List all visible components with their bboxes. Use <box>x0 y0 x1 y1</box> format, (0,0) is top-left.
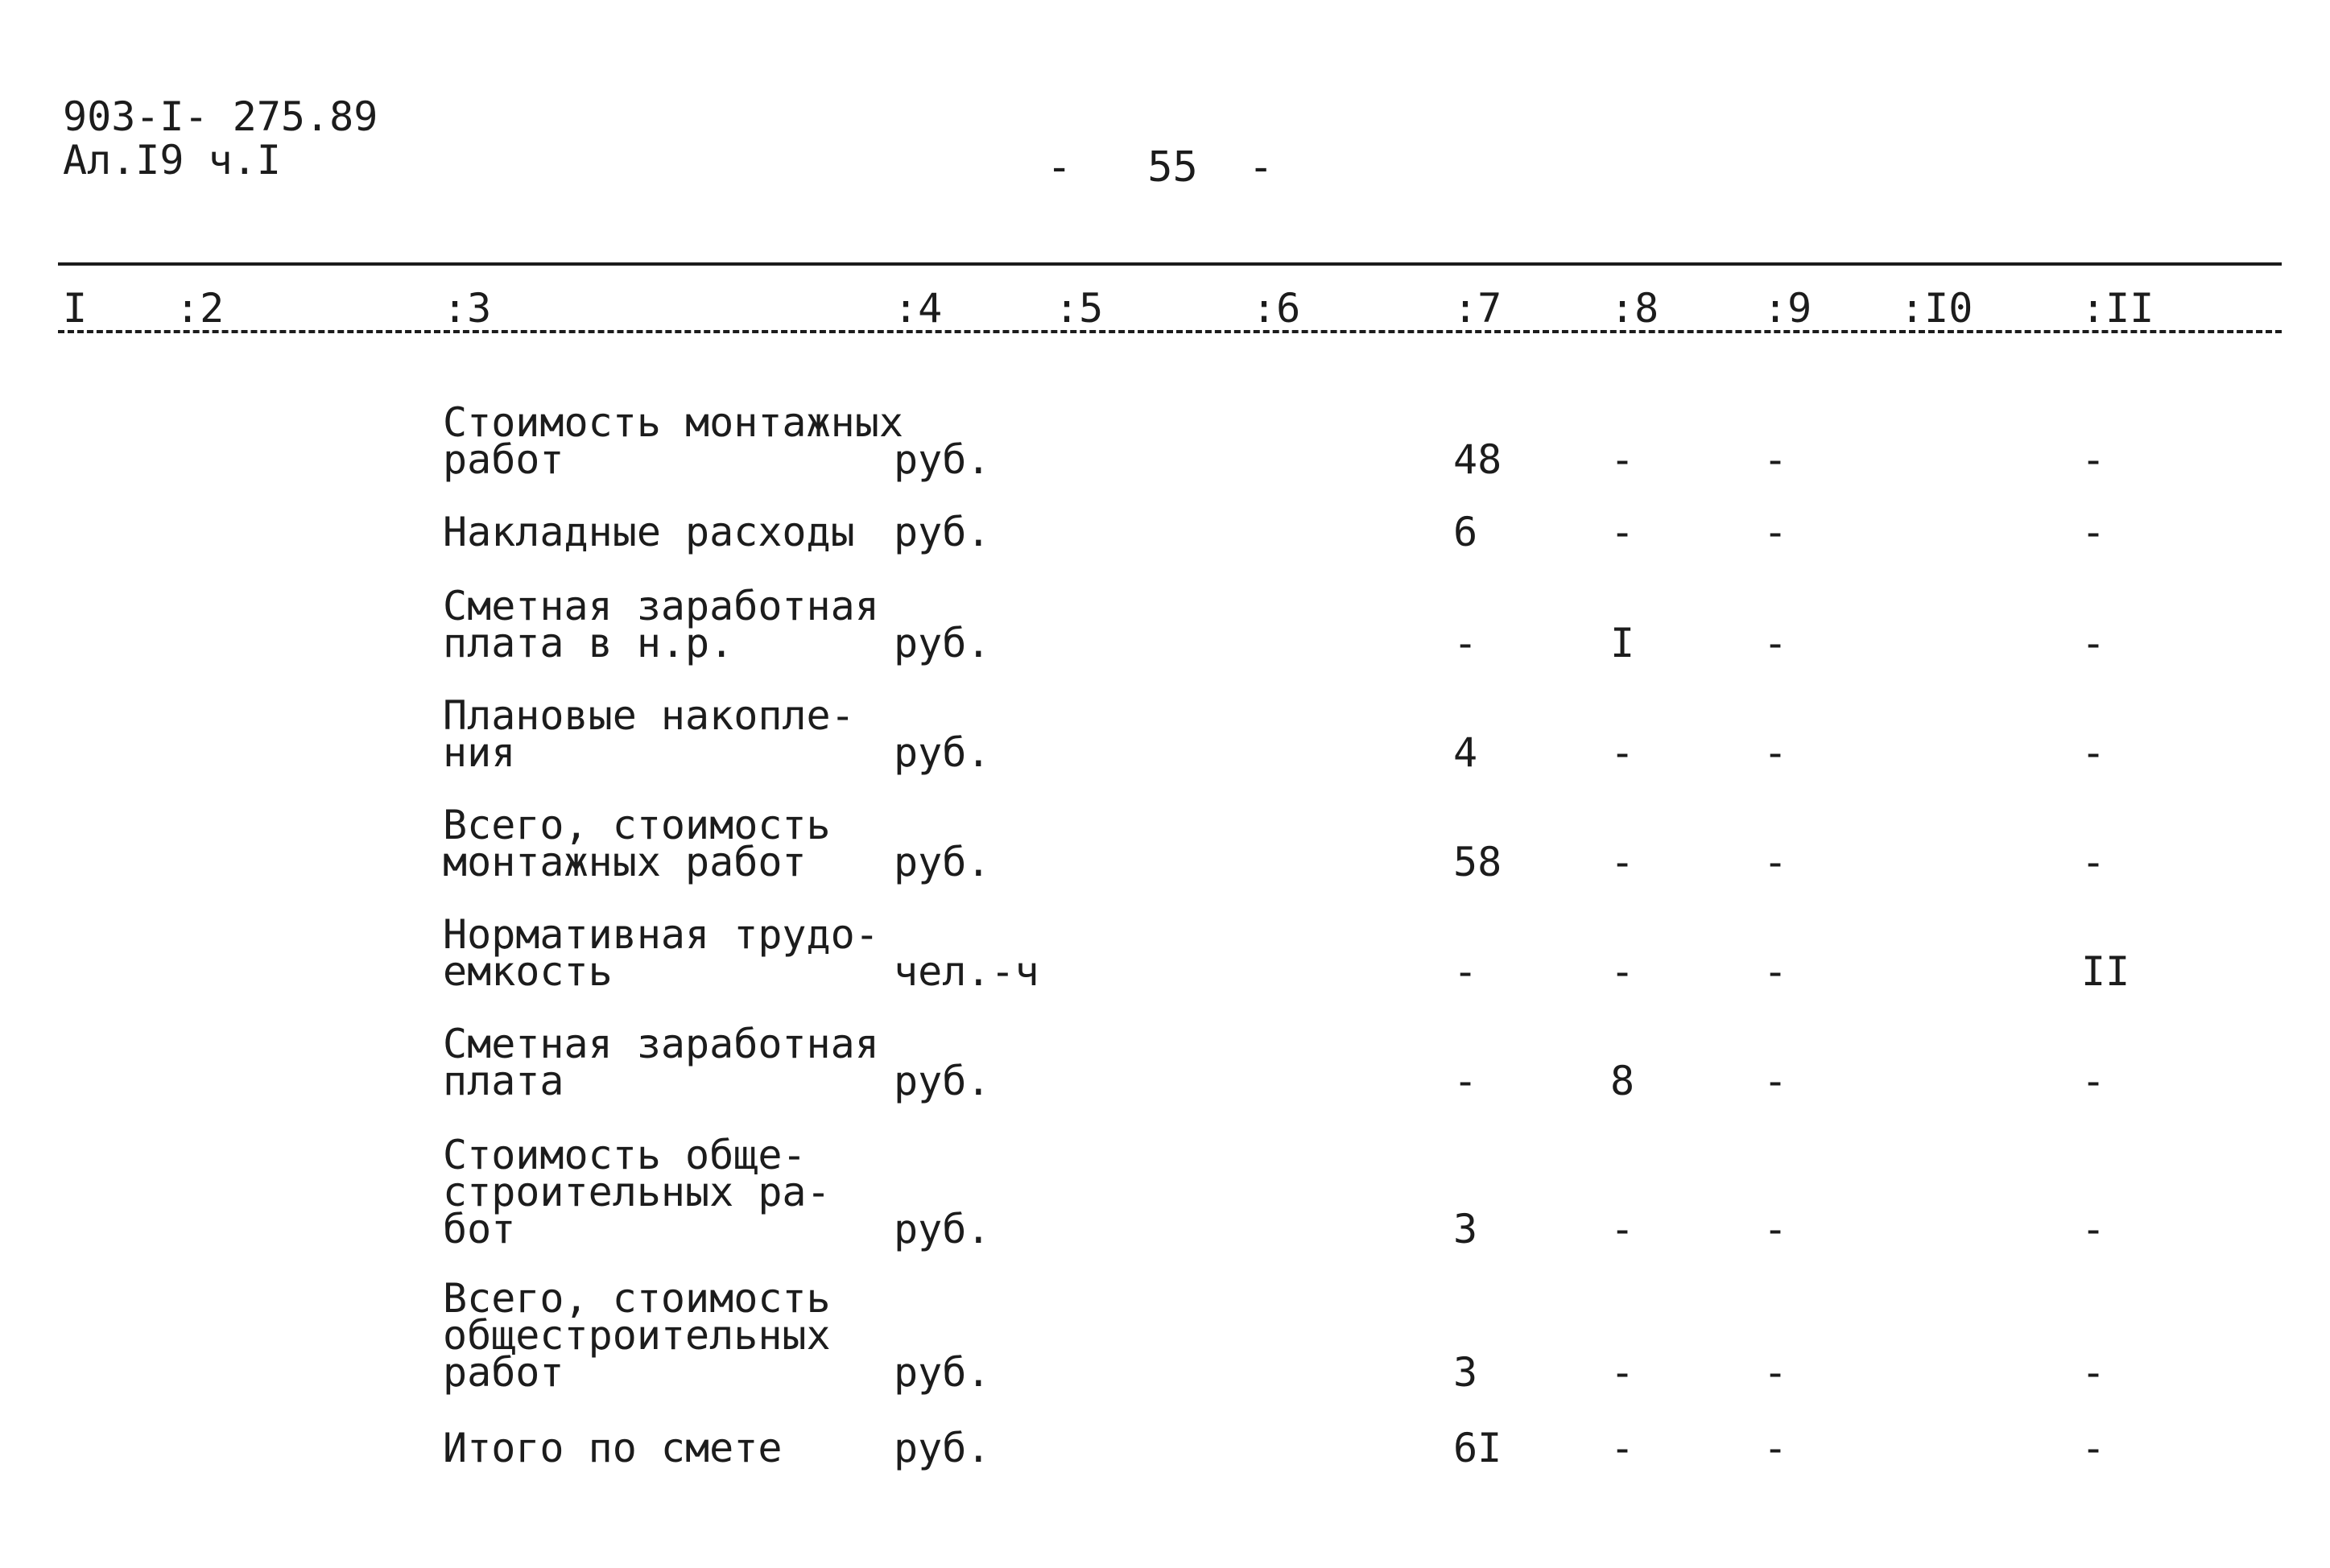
row-3-col11: - <box>2081 620 2106 666</box>
row-2-col8: - <box>1610 509 1635 555</box>
row-6-unit: чел.-ч <box>894 948 1039 995</box>
row-2-name: Накладные расходы <box>443 509 855 555</box>
row-1-unit: руб. <box>894 436 991 483</box>
row-7-col8: 8 <box>1610 1058 1635 1104</box>
row-10-col7: 6I <box>1453 1425 1502 1471</box>
page-number: - 55 - <box>1047 143 1274 192</box>
column-header-6: :6 <box>1252 285 1301 332</box>
row-7-unit: руб. <box>894 1058 991 1104</box>
document-code <box>63 95 378 182</box>
column-header-7: :7 <box>1453 285 1502 332</box>
table-top-rule <box>58 262 2282 266</box>
row-10-name: Итого по смете <box>443 1425 783 1471</box>
column-header-3: :3 <box>443 285 492 332</box>
row-8-col8: - <box>1610 1206 1635 1252</box>
document-code-line1: 903-I- 275.89 <box>63 93 378 140</box>
row-6-col9: - <box>1763 948 1788 995</box>
row-7-name: Сметная заработная плата <box>443 1021 879 1104</box>
document-code-line2: Ал.I9 ч.I <box>63 137 281 184</box>
row-8-name: Стоимость обще- строительных ра- бот <box>443 1132 831 1252</box>
column-header-8: :8 <box>1610 285 1659 332</box>
row-2-col7: 6 <box>1453 509 1478 555</box>
row-10-col8: - <box>1610 1425 1635 1471</box>
row-6-col7: - <box>1453 948 1478 995</box>
row-9-col8: - <box>1610 1349 1635 1396</box>
row-9-col11: - <box>2081 1349 2106 1396</box>
row-6-name: Нормативная трудо- емкость <box>443 911 879 995</box>
row-7-col9: - <box>1763 1058 1788 1104</box>
column-header-9: :9 <box>1763 285 1812 332</box>
row-3-col7: - <box>1453 620 1478 666</box>
row-8-col11: - <box>2081 1206 2106 1252</box>
row-8-col7: 3 <box>1453 1206 1478 1252</box>
row-7-col11: - <box>2081 1058 2106 1104</box>
row-3-unit: руб. <box>894 620 991 666</box>
row-9-name: Всего, стоимость общестроительных работ <box>443 1275 831 1396</box>
row-8-col9: - <box>1763 1206 1788 1252</box>
row-5-unit: руб. <box>894 839 991 885</box>
row-4-col11: - <box>2081 729 2106 776</box>
row-1-name: Стоимость монтажных работ <box>443 399 903 483</box>
row-2-col11: - <box>2081 509 2106 555</box>
column-header-10: :I0 <box>1900 285 1973 332</box>
row-4-col8: - <box>1610 729 1635 776</box>
row-4-col9: - <box>1763 729 1788 776</box>
row-1-col8: - <box>1610 436 1635 483</box>
row-5-col7: 58 <box>1453 839 1502 885</box>
column-header-4: :4 <box>894 285 943 332</box>
row-10-col11: - <box>2081 1425 2106 1471</box>
row-4-col7: 4 <box>1453 729 1478 776</box>
row-4-unit: руб. <box>894 729 991 776</box>
row-1-col7: 48 <box>1453 436 1502 483</box>
column-header-11: :II <box>2081 285 2154 332</box>
row-1-col9: - <box>1763 436 1788 483</box>
row-3-col8: I <box>1610 620 1635 666</box>
row-9-col9: - <box>1763 1349 1788 1396</box>
row-7-col7: - <box>1453 1058 1478 1104</box>
row-3-col9: - <box>1763 620 1788 666</box>
row-10-unit: руб. <box>894 1425 991 1471</box>
table-header-rule <box>58 330 2282 333</box>
row-6-col8: - <box>1610 948 1635 995</box>
row-5-name: Всего, стоимость монтажных работ <box>443 802 831 885</box>
row-1-col11: - <box>2081 436 2106 483</box>
row-6-col11: II <box>2081 948 2130 995</box>
row-4-name: Плановые накопле- ния <box>443 692 855 776</box>
row-5-col9: - <box>1763 839 1788 885</box>
row-10-col9: - <box>1763 1425 1788 1471</box>
column-header-2: :2 <box>176 285 225 332</box>
row-2-col9: - <box>1763 509 1788 555</box>
column-header-1: I <box>63 285 88 332</box>
row-9-unit: руб. <box>894 1349 991 1396</box>
column-header-5: :5 <box>1055 285 1104 332</box>
row-9-col7: 3 <box>1453 1349 1478 1396</box>
row-3-name: Сметная заработная плата в н.р. <box>443 583 879 666</box>
row-2-unit: руб. <box>894 509 991 555</box>
row-5-col8: - <box>1610 839 1635 885</box>
row-8-unit: руб. <box>894 1206 991 1252</box>
row-5-col11: - <box>2081 839 2106 885</box>
